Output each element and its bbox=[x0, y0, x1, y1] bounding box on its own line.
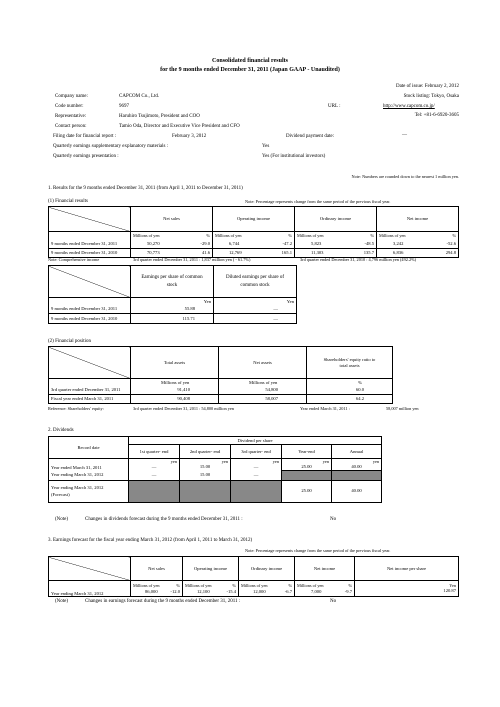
row-label-forecast: (Forecast) bbox=[51, 492, 70, 497]
comprehensive-income-2011: 3rd quarter ended December 31, 2011 : 1,837 million yen ( - 61.7%) bbox=[133, 257, 251, 262]
financial-results-heading: (1) Financial results bbox=[48, 199, 88, 204]
reference-equity-fy-label: Year ended March 31, 2011 : bbox=[300, 406, 350, 411]
pct: % bbox=[232, 583, 237, 588]
representative: Haruhiro Tsujimoto, President and COO bbox=[119, 114, 200, 119]
cell: 40.00 bbox=[332, 480, 382, 502]
supplementary-value: Yes bbox=[262, 144, 270, 149]
code-label: Code number: bbox=[55, 104, 84, 109]
financial-position-table bbox=[48, 346, 393, 404]
col-net-assets: Net assets bbox=[219, 347, 307, 379]
dividend-note-label: (Note) bbox=[55, 517, 69, 522]
shaded-cell bbox=[332, 470, 382, 480]
unit: yen bbox=[372, 459, 380, 464]
row-label: 9 months ended December 31, 2011 bbox=[49, 240, 131, 249]
shaded-cell bbox=[129, 480, 180, 502]
cell: 294.8 bbox=[445, 250, 457, 256]
reference-equity-2011: 3rd quarter ended December 31, 2011 : 54,800 million yen bbox=[133, 406, 234, 411]
forecast-note-text: Changes in earnings forecast during the 9 months ended December 31, 2011 : bbox=[85, 599, 241, 604]
unit: yen bbox=[221, 459, 228, 465]
unit: Millions of yen bbox=[215, 233, 242, 238]
row-label: Year ending March 31, 2012 bbox=[51, 485, 104, 490]
col-net-income: Net income bbox=[377, 207, 459, 232]
cell: ― bbox=[151, 464, 157, 470]
representative-label: Representative: bbox=[55, 114, 87, 119]
cell: 12,000 bbox=[253, 588, 266, 594]
cell: 5,823 bbox=[311, 241, 322, 246]
cell: ― bbox=[253, 464, 259, 470]
col-diluted-eps: Diluted earnings per share of common stock bbox=[214, 266, 297, 298]
comprehensive-income-note: Note: Comprehensive income bbox=[48, 257, 100, 262]
filing-date: February 3, 2012 bbox=[172, 134, 207, 139]
corner-cell bbox=[49, 557, 131, 581]
code-number: 9697 bbox=[119, 104, 129, 109]
dividend-per-share-header: Dividend per share bbox=[129, 437, 382, 445]
dividends-table bbox=[48, 436, 382, 503]
dividend-note-text: Changes in dividends forecast during the 9 months ended December 31, 2011 : bbox=[85, 517, 243, 522]
section1-heading: 1. Results for the 9 months ended December 31, 2011 (from April 1, 2011 to December 31, 2011) bbox=[48, 186, 243, 191]
unit: Millions of yen bbox=[379, 233, 406, 238]
percentage-note: Note: Percentage represents change from the same period of the previous fiscal year. bbox=[245, 199, 391, 204]
unit: Millions of yen bbox=[133, 583, 160, 588]
row-label: Year ending March 31, 2012 bbox=[49, 581, 131, 597]
cell: -47.2 bbox=[282, 241, 293, 246]
col-q1: 1st quarter- end bbox=[129, 445, 180, 459]
cell: ― bbox=[214, 305, 297, 314]
cell: 91,410 bbox=[131, 386, 219, 395]
report-title: Consolidated financial results bbox=[212, 58, 288, 64]
corner-cell bbox=[49, 207, 131, 232]
table-row bbox=[49, 305, 297, 314]
cell: 165.1 bbox=[281, 250, 293, 256]
cell: 25.00 bbox=[301, 464, 312, 469]
cell: 25.00 bbox=[282, 480, 332, 502]
pct: % bbox=[370, 233, 375, 238]
dividend-note-value: No bbox=[330, 517, 337, 522]
unit: Yen bbox=[214, 298, 297, 305]
url-label: URL : bbox=[328, 104, 341, 109]
dividends-heading: 2. Dividends bbox=[48, 428, 74, 433]
table-row bbox=[49, 480, 382, 502]
shaded-cell bbox=[180, 480, 231, 502]
table-row bbox=[49, 470, 382, 480]
cell: 86,000 bbox=[145, 588, 158, 594]
cell: 135.7 bbox=[363, 250, 375, 256]
col-q3: 3rd quarter- end bbox=[231, 445, 282, 459]
record-date-header: Record date bbox=[49, 437, 129, 459]
forecast-table bbox=[48, 556, 459, 597]
company-name-label: Company name: bbox=[55, 94, 88, 99]
reference-equity-fy: 58,007 million yen bbox=[386, 406, 419, 411]
presentation-label: Quarterly earnings presentation : bbox=[53, 154, 119, 159]
cell: 60.0 bbox=[307, 386, 393, 395]
dividend-payment-label: Dividend payment date: bbox=[286, 134, 335, 139]
col-total-assets: Total assets bbox=[131, 347, 219, 379]
cell: ― bbox=[214, 314, 297, 324]
cell: 120.87 bbox=[443, 588, 457, 594]
row-label: 9 months ended December 31, 2010 bbox=[49, 314, 131, 324]
unit: Millions of yen bbox=[131, 379, 219, 386]
presentation-value: Yes (For institutional investors) bbox=[262, 154, 326, 159]
cell: 3,242 bbox=[393, 241, 404, 246]
col-net-sales: Net sales bbox=[131, 207, 213, 232]
forecast-note-value: No bbox=[330, 599, 337, 604]
reference-equity-label: Reference: Shareholders' equity: bbox=[48, 406, 104, 411]
forecast-note-label: (Note) bbox=[55, 599, 69, 604]
contact-person: Tamio Oda, Director and Executive Vice President and CFO bbox=[119, 124, 240, 129]
unit: yen bbox=[322, 459, 329, 464]
table-row bbox=[49, 386, 393, 395]
col-annual: Annual bbox=[332, 445, 382, 459]
cell: 12,769 bbox=[229, 250, 242, 256]
cell: 54,800 bbox=[219, 386, 307, 395]
shaded-cell bbox=[231, 480, 282, 502]
cell: ― bbox=[231, 470, 282, 480]
pct: % bbox=[176, 583, 180, 588]
stock-listing: Stock listing: Tokyo, Osaka bbox=[403, 94, 459, 99]
cell: -15.4 bbox=[226, 588, 237, 594]
table-row bbox=[49, 240, 459, 249]
col-net-sales: Net sales bbox=[131, 557, 183, 581]
unit: Millions of yen bbox=[133, 233, 160, 238]
cell: 115.71 bbox=[131, 314, 214, 324]
cell: 40.00 bbox=[351, 464, 362, 469]
cell: -48.5 bbox=[364, 241, 375, 246]
col-year-end: Year-end bbox=[282, 445, 332, 459]
telephone: Tel: +81-6-6920-3605 bbox=[414, 113, 459, 118]
cell: 58,007 bbox=[219, 395, 307, 404]
pct: % bbox=[288, 233, 293, 238]
unit: Millions of yen bbox=[297, 233, 324, 238]
company-name: CAPCOM Co., Ltd. bbox=[119, 94, 160, 99]
col-eps: Earnings per share of common stock bbox=[131, 266, 214, 298]
table-row bbox=[49, 581, 459, 597]
cell: 6,836 bbox=[393, 250, 404, 256]
unit: Millions of yen bbox=[241, 583, 268, 588]
eps-table bbox=[48, 265, 297, 324]
company-url-link[interactable]: http://www.capcom.co.jp/ bbox=[383, 104, 435, 109]
row-label: 9 months ended December 31, 2011 bbox=[49, 305, 131, 314]
supplementary-label: Quarterly earnings supplementary explanatory materials : bbox=[53, 144, 169, 149]
forecast-heading: 3. Earnings forecast for the fiscal year ending March 31, 2012 (from April 1, 2011 to March 31, 2012) bbox=[48, 538, 253, 543]
forecast-percentage-note: Note: Percentage represents change from the same period of the previous fiscal year. bbox=[245, 548, 391, 553]
row-label: 9 months ended December 31, 2010 bbox=[49, 249, 131, 258]
col-operating-income: Operating income bbox=[183, 557, 239, 581]
corner-cell bbox=[49, 347, 131, 379]
col-equity-ratio: Shareholders' equity ratio to total assets bbox=[307, 347, 393, 379]
table-row bbox=[49, 314, 297, 324]
shaded-cell bbox=[282, 470, 332, 480]
date-of-issue: Date of issue: February 2, 2012 bbox=[395, 84, 459, 89]
cell: 15.00 bbox=[180, 470, 231, 480]
unit: Millions of yen bbox=[185, 583, 212, 588]
contact-label: Contact person: bbox=[55, 124, 87, 129]
financial-results-table bbox=[48, 206, 459, 258]
cell: 55.88 bbox=[131, 305, 214, 314]
pct: % bbox=[288, 583, 293, 588]
financial-position-heading: (2) Financial position bbox=[48, 339, 92, 344]
cell: -52.6 bbox=[446, 241, 457, 246]
col-net-income: Net income bbox=[295, 557, 355, 581]
col-q2: 2nd quarter- end bbox=[180, 445, 231, 459]
cell: 7,000 bbox=[311, 588, 322, 594]
pct: % bbox=[206, 233, 210, 238]
pct: % bbox=[452, 233, 457, 238]
row-label: 3rd quarter ended December 31, 2011 bbox=[49, 386, 131, 395]
cell: -12.0 bbox=[170, 588, 180, 594]
unit: Yen bbox=[449, 583, 457, 589]
rounding-note: Note: Numbers are rounded down to the nearest 1 million yen. bbox=[351, 174, 459, 179]
cell: 6,744 bbox=[229, 241, 240, 246]
dividend-payment-value: ― bbox=[402, 133, 407, 138]
cell: 64.2 bbox=[307, 395, 393, 404]
cell: 41.6 bbox=[201, 250, 210, 256]
col-ordinary-income: Ordinary income bbox=[295, 207, 377, 232]
cell: -29.0 bbox=[200, 241, 210, 246]
row-label: Year ending March 31, 2012 bbox=[49, 470, 129, 480]
unit: Millions of yen bbox=[297, 583, 324, 588]
table-row bbox=[49, 459, 382, 471]
col-operating-income: Operating income bbox=[213, 207, 295, 232]
cell: 70,773 bbox=[147, 250, 160, 256]
cell: -6.7 bbox=[284, 588, 293, 594]
cell: 12,100 bbox=[197, 588, 210, 594]
table-row bbox=[49, 395, 393, 404]
cell: ― bbox=[129, 470, 180, 480]
cell: 90,408 bbox=[131, 395, 219, 404]
unit: yen bbox=[170, 459, 177, 465]
pct: % bbox=[348, 583, 353, 588]
cell: -9.7 bbox=[344, 588, 353, 594]
report-subtitle: for the 9 months ended December 31, 2011 (Japan GAAP - Unaudited) bbox=[160, 67, 340, 73]
comprehensive-income-2010: 3rd quarter ended December 31, 2010 : 4,796 million yen (492.2%) bbox=[300, 257, 417, 262]
col-ordinary-income: Ordinary income bbox=[239, 557, 295, 581]
pct: % bbox=[307, 379, 393, 386]
unit: Yen bbox=[131, 298, 214, 305]
cell: 50,270 bbox=[147, 241, 160, 246]
corner-cell bbox=[49, 266, 131, 298]
cell: 15.00 bbox=[199, 464, 211, 470]
cell: 11,303 bbox=[311, 250, 324, 256]
col-net-income-per-share: Net income per share bbox=[355, 557, 459, 581]
row-label: Fiscal year ended March 31, 2011 bbox=[49, 395, 131, 404]
unit: yen bbox=[272, 459, 279, 465]
unit: Millions of yen bbox=[219, 379, 307, 386]
filing-date-label: Filing date for financial report : bbox=[53, 134, 117, 139]
row-label: Year ended March 31, 2011 bbox=[49, 459, 129, 471]
